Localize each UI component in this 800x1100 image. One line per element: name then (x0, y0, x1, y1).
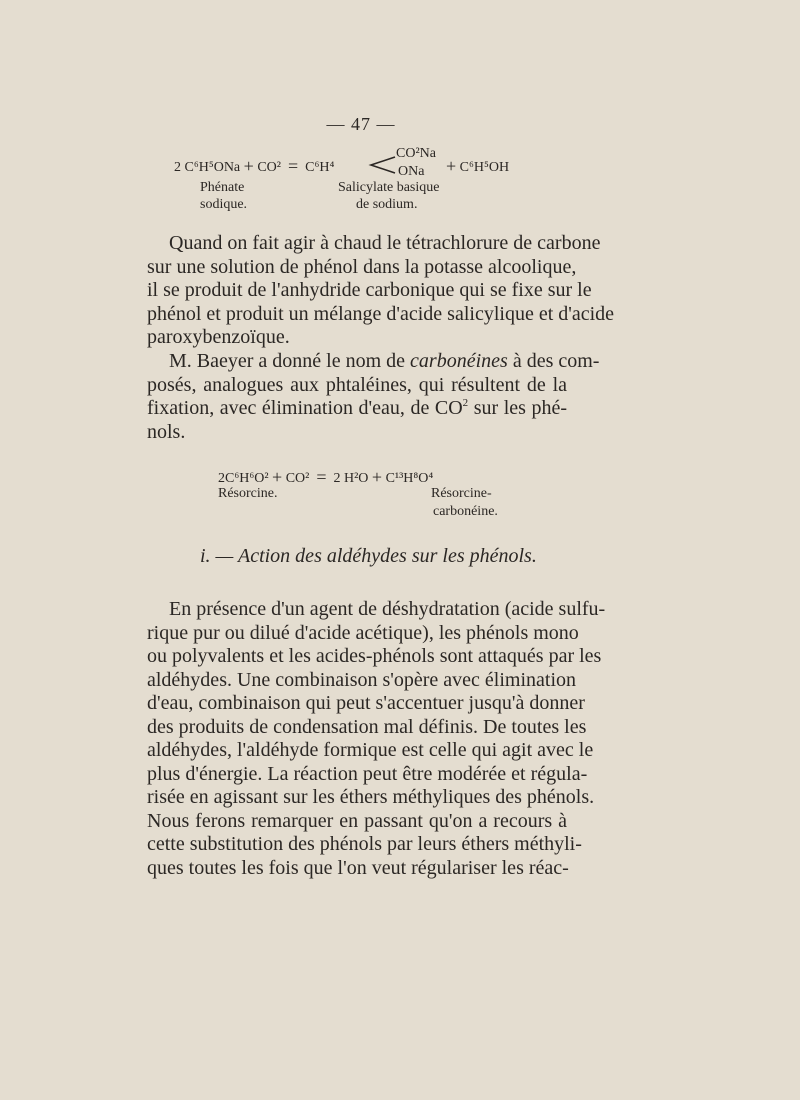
paragraph-line: fixation, avec élimination d'eau, de $CO^2$ sur les phé- (147, 397, 567, 419)
eq2-label-2-line-1: Résorcine- (431, 486, 492, 501)
eq1-label-1-line-2: sodique. (200, 197, 248, 212)
eq1-reactant-2: CO² (257, 160, 281, 175)
equation-1-right (446, 156, 509, 177)
paragraph-line: Nous ferons remarquer en passant qu'on a recours à (147, 809, 567, 832)
eq2-reactant-2: CO² (285, 471, 310, 486)
section-title: i. — Action des aldéhydes sur les phénols. (200, 545, 537, 567)
eq1-plus-2: + (446, 156, 457, 176)
branch-bracket-icon (365, 153, 399, 177)
eq1-branch-top: CO²Na (396, 146, 436, 161)
paragraph-line: cette substitution des phénols par leurs éthers méthyli- (147, 833, 582, 855)
eq2-label-2-line-2: carbonéine. (433, 504, 498, 519)
paragraph-line: risée en agissant sur les éthers méthyliques des phénols. (147, 786, 595, 808)
paragraph-1 (147, 232, 615, 350)
eq2-reactant-1: 2C⁶H⁶O² (218, 471, 269, 486)
eq1-product-2: C⁶H⁵OH (459, 160, 510, 175)
paragraph-line: sur une solution de phénol dans la potasse alcoolique, (147, 255, 577, 278)
paragraph-line: phénol et produit un mélange d'acide salicylique et d'acide (147, 302, 615, 325)
eq1-equals: = (287, 156, 299, 176)
eq1-label-2-line-2: de sodium. (356, 197, 418, 212)
paragraph-line: ques toutes les fois que l'on veut régulariser les réac- (147, 856, 569, 879)
paragraph-line: En présence d'un agent de déshydratation (acide sulfu- (169, 598, 606, 620)
term-carboneines: carbonéines (410, 350, 508, 372)
paragraph-line: nols. (147, 420, 186, 443)
equation-2 (218, 467, 433, 488)
eq2-equals: = (316, 467, 327, 487)
eq2-plus-2: + (371, 467, 383, 487)
paragraph-2 (147, 350, 600, 444)
paragraph-line: ou polyvalents et les acides-phénols sont attaqués par les (147, 645, 602, 667)
paragraph-line: M. Baeyer a donné le nom de carbonéines à des com- (169, 350, 600, 372)
paragraph-line: rique pur ou dilué d'acide acétique), les phénols mono (147, 621, 579, 644)
eq2-product-2: C¹³H⁸O⁴ (385, 471, 434, 486)
paragraph-line: posés, analogues aux phtaléines, qui résultent de la (147, 373, 567, 396)
paragraph-line: d'eau, combinaison qui peut s'accentuer jusqu'à donner (147, 692, 585, 714)
paragraph-line: il se produit de l'anhydride carbonique qui se fixe sur le (147, 279, 592, 301)
page-number: — 47 — (326, 114, 396, 134)
eq1-label-2-line-1: Salicylate basique (338, 180, 440, 195)
eq1-label-1-line-1: Phénate (200, 180, 245, 195)
eq1-product-1: C⁶H⁴ (305, 160, 335, 175)
paragraph-line: aldéhydes, l'aldéhyde formique est celle qui agit avec le (147, 739, 594, 761)
paragraph-line: paroxybenzoïque. (147, 326, 290, 348)
paragraph-line: Quand on fait agir à chaud le tétrachlorure de carbone (169, 232, 601, 254)
paragraph-line: des produits de condensation mal définis. De toutes les (147, 715, 587, 738)
paragraph-3 (147, 598, 606, 880)
paragraph-line: plus d'énergie. La réaction peut être modérée et régula- (147, 762, 588, 785)
eq1-reactant-1: 2 C⁶H⁵ONa (174, 160, 241, 175)
eq2-label-1: Résorcine. (218, 486, 278, 501)
eq1-plus-1: + (243, 156, 254, 176)
eq2-product-1: 2 H²O (333, 471, 369, 486)
paragraph-line: aldéhydes. Une combinaison s'opère avec élimination (147, 668, 577, 691)
eq1-branch-bottom: ONa (398, 164, 425, 179)
equation-1-left (174, 156, 334, 177)
eq2-plus-1: + (272, 467, 283, 487)
